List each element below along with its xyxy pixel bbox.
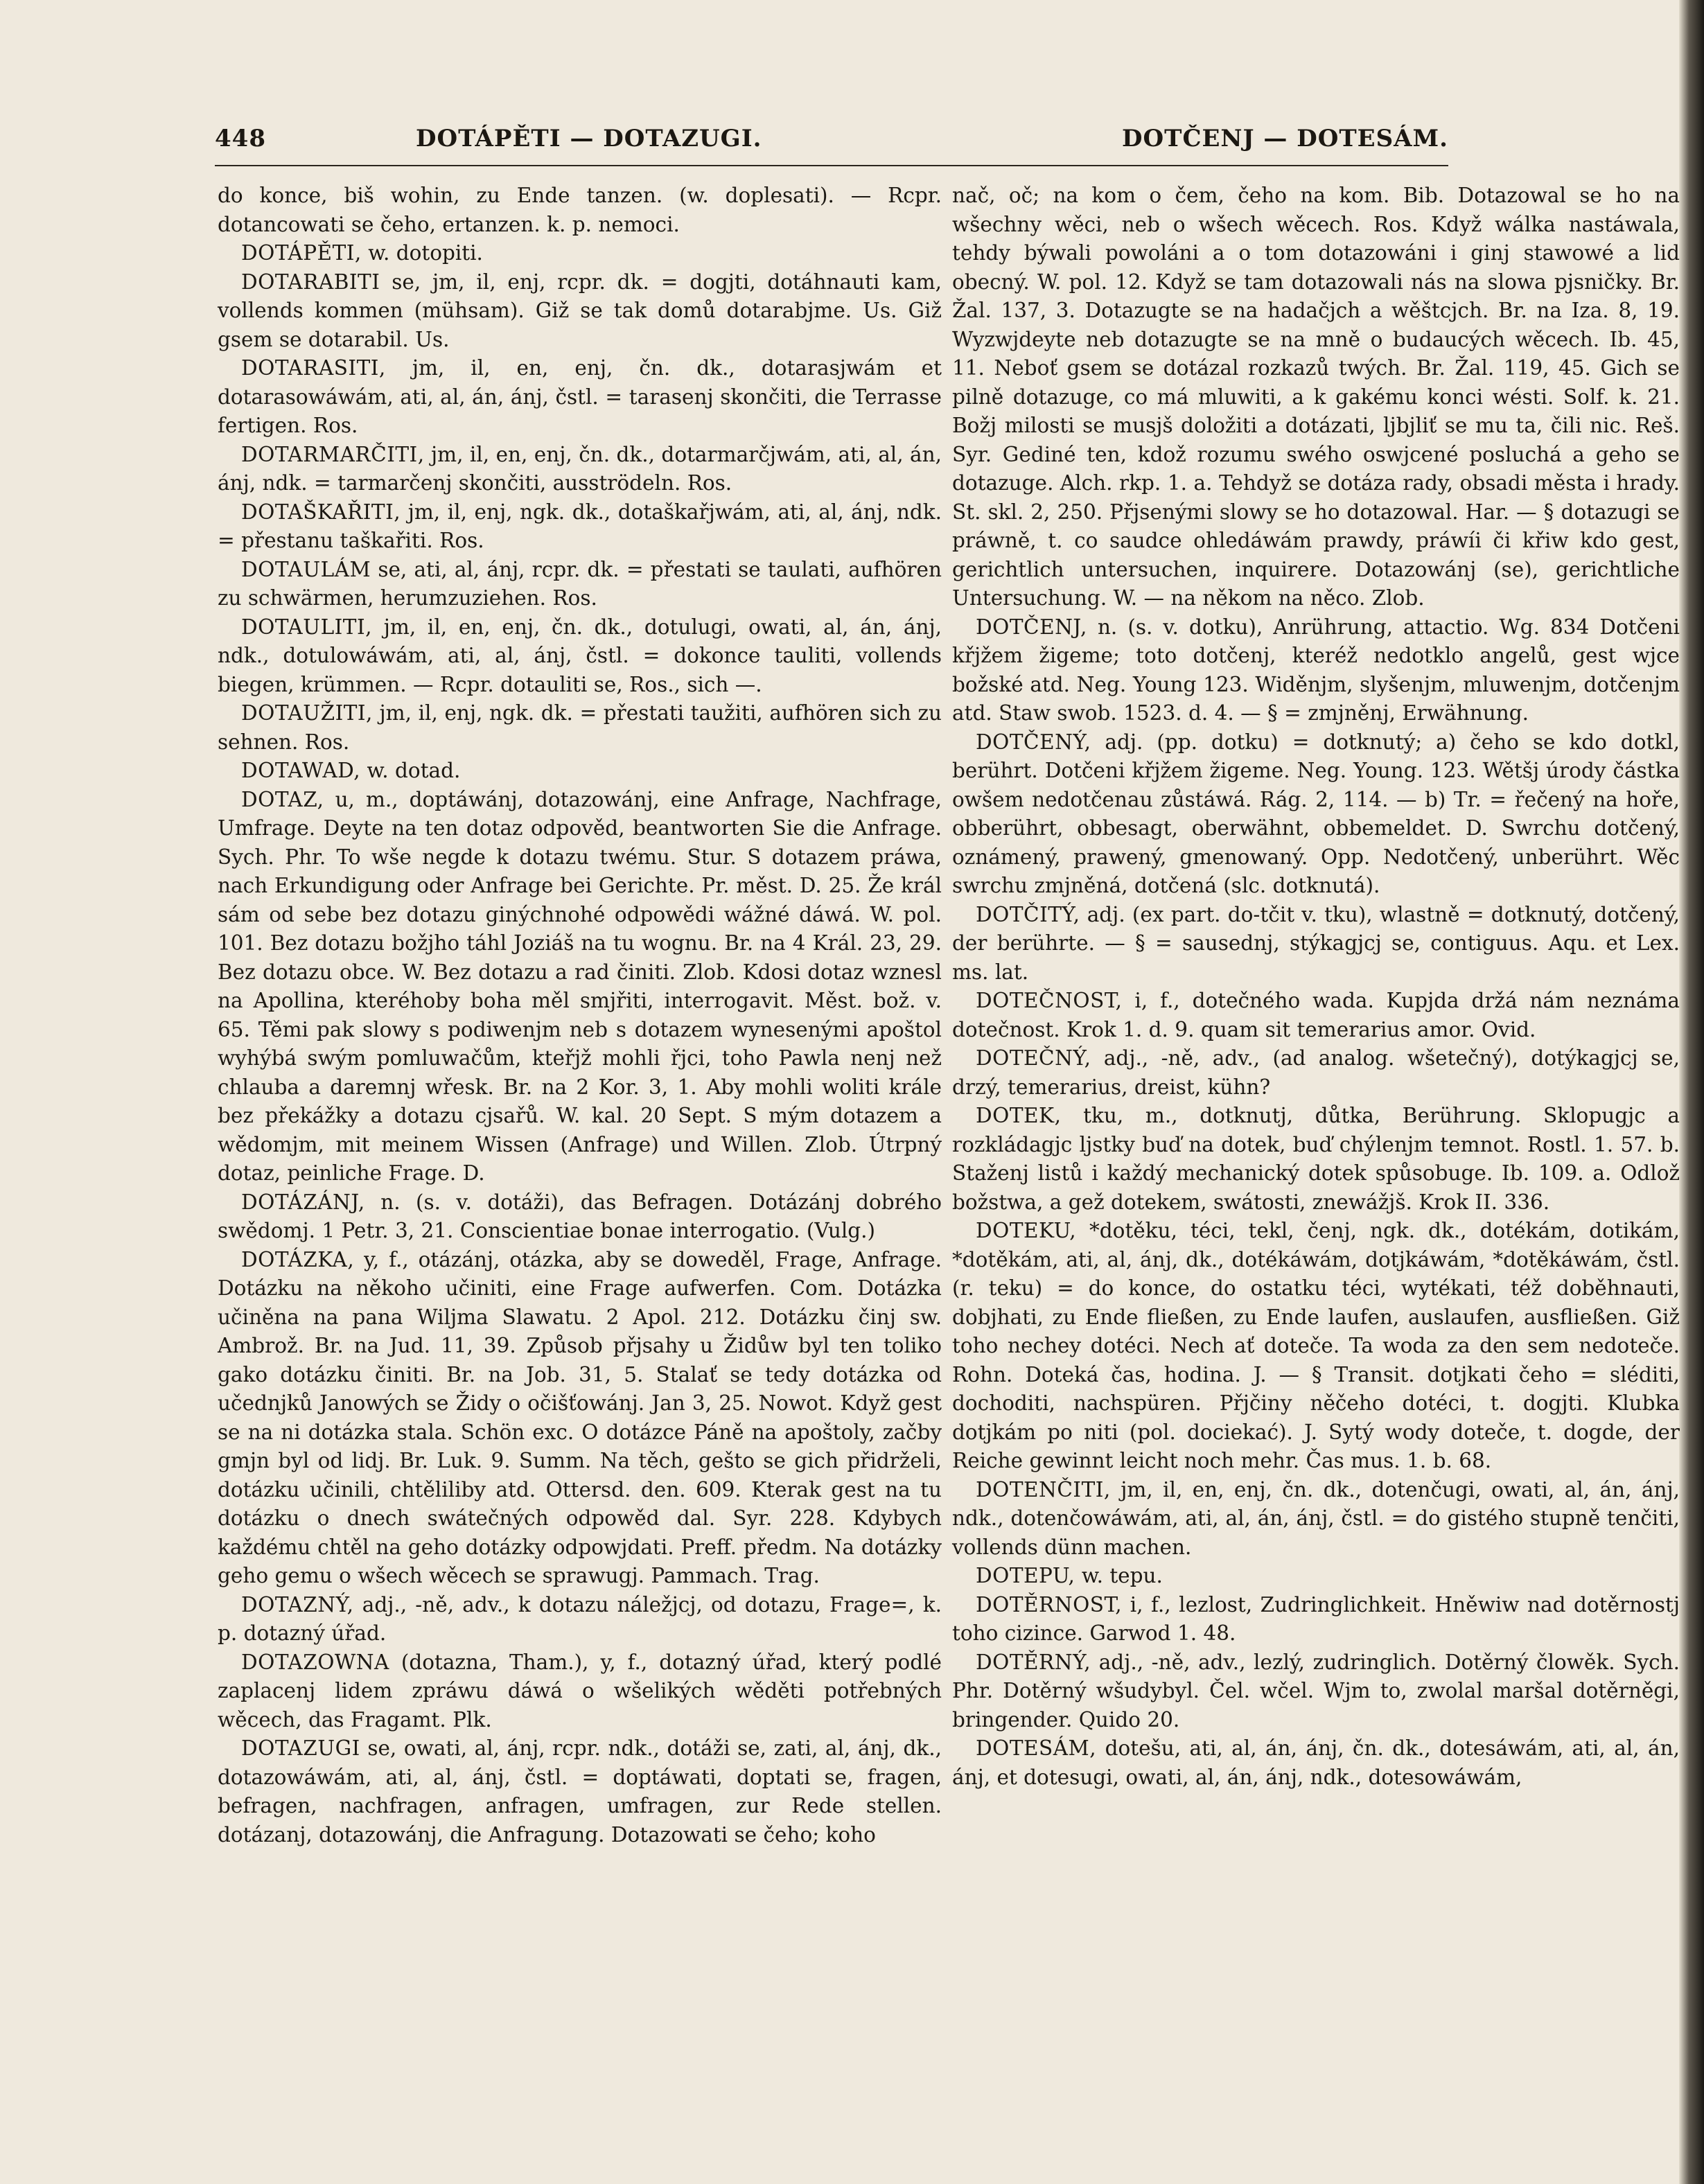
entry-text: w. tepu. [1081,1564,1163,1587]
entry-text: adj., -ně, adv., (ad analog. wšetečný), dotýkagjcj se, drzý, temerarius, dreist, kühn? [952,1046,1680,1099]
page-header [215,125,1448,166]
entry-headword: DOTARABITI [241,270,380,294]
entry-text: w. dotopiti. [368,241,483,265]
entry-text: (dotazna, Tham.), y, f., dotazný úřad, který podlé zaplacenj lidem zpráwu dáwá o wšelikých wěděti potřebných wěcech, das Fragamt. Plk. [218,1650,942,1732]
left-column [218,182,942,1849]
entry-text: se, jm, il, enj, rcpr. dk. = dogjti, dotáhnauti kam, vollends kommen (mühsam). Giž se tak domů dotarabjme. Us. Giž gsem se dotarabil. Us. [218,270,942,351]
entry-headword: DOTAZNÝ, [241,1592,354,1617]
entry-text: se, owati, al, ánj, rcpr. ndk., dotáži se, zati, al, ánj, dk., dotazowáwám, ati, al, ánj, čstl. = doptáwati, doptati se, fragen, befragen, nachfragen, anfragen, umfragen, zur Rede stellen. dotázanj, dotazowánj, die Anfragung. Dotazowati se čeho; koho [218,1736,942,1847]
entry-headword: DOTAULÁM [241,557,371,581]
dictionary-entry [952,987,1680,1044]
dictionary-entry [218,441,942,498]
entry-text: i, f., lezlost, Zudringlichkeit. Hněwiw nad dotěrnostj toho cizince. Garwod 1. 48. [952,1592,1680,1645]
dictionary-entry [952,1734,1680,1792]
dictionary-entry [218,1648,942,1735]
entry-text: adj., -ně, adv., k dotazu náležjcj, od dotazu, Frage=, k. p. dotazný úřad. [218,1592,942,1645]
dictionary-entry [952,728,1680,901]
entry-headword: DOTAZOWNA [241,1650,389,1674]
entry-headword: DOTČENÝ, [976,730,1091,754]
entry-text: n. (s. v. dotku), Anrührung, attactio. Wg. 834 Dotčeni křjžem žigeme; toto dotčenj, kteréž nedotklo angelů, gest wjce božské atd. Neg. Young 123. Widěnjm, slyšenjm, mluwenjm, dotčenjm atd. Staw swob. 1523. d. 4. — § = zmjněnj, Erwähnung. [952,615,1680,725]
entry-text: tku, m., dotknutj, důtka, Berührung. Sklopugjc a rozkládagjc ljstky buď na dotek, buď chýlenjm temnot. Rostl. 1. 57. b. Staženj listů i každý mechanický dotek spůsobuge. Ib. 109. a. Odlož božstwa, a gež dotekem, swátosti, znewážjš. Krok II. 336. [952,1104,1680,1214]
entry-headword: DOTARASITI, [241,356,386,380]
dictionary-entry [218,556,942,613]
entry-headword: DOTENČITI, [976,1477,1111,1502]
entry-headword: DOTESÁM, [976,1736,1097,1760]
entry-text: do konce, biš wohin, zu Ende tanzen. (w. doplesati). — Rcpr. dotancowati se čeho, ertanzen. k. p. nemoci. [218,184,942,236]
entry-text: jm, il, en, enj, čn. dk., dotulugi, owati, al, án, ánj, ndk., dotulowáwám, ati, al, ánj, čstl. = dokonce tauliti, vollends biegen, krümmen. — Rcpr. dotauliti se, Ros., sich —. [218,615,942,696]
dictionary-entry [218,613,942,700]
dictionary-entry [218,498,942,556]
entry-headword: DOTÁPĚTI, [241,241,362,265]
entry-headword: DOTÁZÁNJ, [241,1190,365,1214]
entry-headword: DOTAZUGI [241,1736,360,1760]
entry-headword: DOTČITÝ, [976,902,1080,926]
entry-headword: DOTÁZKA, [241,1247,355,1271]
header-rule [215,165,1448,166]
entry-text: jm, il, enj, ngk. dk. = přestati taužiti, aufhören sich zu sehnen. Ros. [218,701,942,754]
running-title-left: DOTÁPĚTI — DOTAZUGI. [416,125,762,152]
entry-headword: DOTAZ, [241,787,324,811]
dictionary-entry [218,268,942,355]
page-edge-shadow [1679,0,1704,2184]
dictionary-entry [952,1648,1680,1735]
page-number: 448 [215,125,266,152]
dictionary-entry [952,1044,1680,1102]
entry-headword: DOTĚRNÝ, [976,1650,1091,1674]
entry-headword: DOTAWAD, [241,759,361,782]
entry-text: u, m., doptáwánj, dotazowánj, eine Anfrage, Nachfrage, Umfrage. Deyte na ten dotaz odpověd, beantworten Sie die Anfrage. Sych. Phr. To wše negde k dotazu twému. Stur. S dotazem práwa, nach Erkundigung oder Anfrage bei Gerichte. Pr. měst. D. 25. Že král sám od sebe bez dotazu ginýchnohé odpowědi wážné dáwá. W. pol. 101. Bez dotazu božjho táhl Joziáš na tu wognu. Br. na 4 Král. 23, 29. Bez dotazu obce. W. Bez dotazu a rad činiti. Zlob. Kdosi dotaz wznesl na Apollina, kteréhoby boha měl smjřiti, interrogavit. Měst. bož. v. 65. Těmi pak slowy s podiwenjm neb s dotazem wynesenými apoštol wyhýbá swým pomluwačům, kteřjž mohli řjci, toho Pawla nenj než chlauba a daremnj wřesk. Br. na 2 Kor. 3, 1. Aby mohli woliti krále bez překážky a dotazu cjsařů. W. kal. 20 Sept. S mým dotazem a wědomjm, mit meinem Wissen (Anfrage) und Willen. Zlob. Útrpný dotaz, peinliche Frage. D. [218,787,942,1185]
entry-headword: DOTAULITI, [241,615,373,639]
entry-headword: DOTAŠKAŘITI, [241,500,401,524]
entry-text: adj. (pp. dotku) = dotknutý; a) čeho se kdo dotkl, berührt. Dotčeni křjžem žigeme. Neg. Young. 123. Wětšj úrody částka owšem nedotčenau zůstáwá. Rág. 2, 114. — b) Tr. = řečený na hoře, obberührt, obbesagt, oberwähnt, obbemeldet. D. Swrchu dotčený, oznámený, prawený, gmenowaný. Opp. Nedotčený, unberührt. Wěc swrchu zmjněná, dotčená (slc. dotknutá). [952,730,1680,897]
dictionary-entry [952,1102,1680,1217]
dictionary-entry [218,354,942,441]
entry-text: dotešu, ati, al, án, ánj, čn. dk., dotesáwám, ati, al, án, ánj, et dotesugi, owati, al, án, ánj, ndk., dotesowáwám, [952,1736,1680,1789]
entry-headword: DOTAUŽITI, [241,701,373,725]
entry-text: nač, oč; na kom o čem, čeho na kom. Bib. Dotazowal se ho na wšechny wěci, neb o wšech wěcech. Ros. Když wálka nastáwala, tehdy býwali powoláni a o tom dotazowáni i ginj stawowé a lid obecný. W. pol. 12. Když se tam dotazowali nás na slowa pjsničky. Br. Žal. 137, 3. Dotazugte se na hadačjch a wěštcjch. Br. na Iza. 8, 19. Wyzwjdeyte neb dotazugte se na mně o budaucých wěcech. Ib. 45, 11. Neboť gsem se dotázal rozkazů twých. Br. Žal. 119, 45. Gich se pilně dotazuge, co má mluwiti, a k gakému konci wésti. Solf. k. 21. Božj milosti se musjš doložiti a dotázati, ljbjliť se mu ta, čili nic. Reš. Syr. Gediné ten, kdož rozumu swého oswjcené posluchá a geho se dotazuge. Alch. rkp. 1. a. Tehdyž se dotáza rady, obsadi města i hrady. St. skl. 2, 250. Přjsenými slowy se ho dotazowal. Har. — § dotazugi se práwně, t. co saudce ohledáwám prawdy, práwíi či křiw kdo gest, gerichtlich untersuchen, inquirere. Dotazowánj (se), gerichtliche Untersuchung. W. — na někom na něco. Zlob. [952,184,1680,610]
dictionary-entry [952,1217,1680,1476]
dictionary-entry [218,1734,942,1849]
entry-headword: DOTEČNOST, [976,989,1123,1012]
dictionary-entry [952,182,1680,613]
entry-text: w. dotad. [367,759,461,782]
entry-headword: DOTEKU, [976,1219,1077,1242]
entry-headword: DOTEK, [976,1104,1062,1127]
entry-headword: DOTARMARČITI, [241,442,425,466]
entry-headword: DOTEČNÝ, [976,1046,1091,1070]
entry-text: jm, il, en, enj, čn. dk., dotarmarčjwám, ati, al, án, ánj, ndk. = tarmarčenj skončiti, ausströdeln. Ros. [218,442,942,495]
entry-text: y, f., otázánj, otázka, aby se doweděl, Frage, Anfrage. Dotázku na někoho učiniti, eine Frage aufwerfen. Com. Dotázka učiněna na pana Wiljma Slawatu. 2 Apol. 212. Dotázku činj sw. Ambrož. Br. na Jud. 11, 39. Způsob přjsahy u Židůw byl ten toliko gako dotázku činiti. Br. na Job. 31, 5. Stalať se tedy dotázka od učednjků Janowých se Židy o očišťowánj. Jan 3, 25. Nowot. Když gest se na ni dotázka stala. Schön exc. O dotázce Páně na apoštoly, začby gmjn byl od lidj. Br. Luk. 9. Summ. Na těch, gešto se gich přidrželi, dotázku učinili, chtěliliby atd. Ottersd. den. 609. Kterak gest na tu dotázku o dnech swátečných odpowěd dal. Syr. 228. Kdybych každému chtěl na geho dotázky odpowjdati. Preff. předm. Na dotázky geho gemu o wšech wěcech se sprawugj. Pammach. Trag. [218,1247,942,1587]
dictionary-entry [218,1591,942,1648]
entry-headword: DOTČENJ, [976,615,1087,639]
entry-text: n. (s. v. dotáži), das Befragen. Dotázánj dobrého swědomj. 1 Petr. 3, 21. Conscientiae bonae interrogatio. (Vulg.) [218,1190,942,1242]
dictionary-entry [218,1188,942,1246]
dictionary-entry [952,1476,1680,1562]
dictionary-entry [952,1562,1680,1591]
right-column [952,182,1680,1792]
dictionary-entry [218,182,942,239]
dictionary-entry [952,1591,1680,1648]
entry-text: i, f., dotečného wada. Kupjda držá nám neznáma dotečnost. Krok 1. d. 9. quam sit temerarius amor. Ovid. [952,989,1680,1041]
running-title-right: DOTČENJ — DOTESÁM. [1122,125,1448,152]
entry-text: jm, il, en, enj, čn. dk., dotenčugi, owati, al, án, ánj, ndk., dotenčowáwám, ati, al, án, ánj, čstl. = do gistého stupně tenčiti, vollends dünn machen. [952,1477,1680,1559]
entry-headword: DOTEPU, [976,1564,1075,1587]
dictionary-entry [952,613,1680,728]
dictionary-entry [218,757,942,786]
dictionary-entry [952,901,1680,987]
dictionary-entry [218,239,942,268]
dictionary-entry [218,786,942,1188]
entry-text: jm, il, en, enj, čn. dk., dotarasjwám et dotarasowáwám, ati, al, án, ánj, čstl. = tarasenj skončiti, die Terrasse fertigen. Ros. [218,356,942,437]
entry-text: *dotěku, téci, tekl, čenj, ngk. dk., dotékám, dotikám, *dotěkám, ati, al, ánj, dk., dotékáwám, dotjkáwám, *dotěkáwám, čstl. (r. teku) = do konce, do ostatku téci, wytékati, též doběhnauti, dobjhati, zu Ende fließen, zu Ende laufen, auslaufen, ausfließen. Giž toho nechey dotéci. Nech ať doteče. Ta woda za den sem nedoteče. Rohn. Doteká čas, hodina. J. — § Transit. dotjkati čeho = sléditi, dochoditi, nachspüren. Přjčiny něčeho dotéci, t. dogjti. Klubka dotjkám po niti (pol. dociekać). J. Sytý wody doteče, t. dogde, der Reiche gewinnt leicht noch mehr. Čas mus. 1. b. 68. [952,1219,1680,1472]
entry-text: se, ati, al, ánj, rcpr. dk. = přestati se taulati, aufhören zu schwärmen, herumzuziehen. Ros. [218,557,942,610]
dictionary-entry [218,699,942,757]
dictionary-entry [218,1246,942,1591]
entry-headword: DOTĚRNOST, [976,1592,1123,1617]
entry-text: adj. (ex part. do-tčit v. tku), wlastně = dotknutý, dotčený, der berührte. — § = sausednj, stýkagjcj se, contiguus. Aqu. et Lex. ms. lat. [952,902,1680,984]
entry-text: jm, il, enj, ngk. dk., dotaškařjwám, ati, al, ánj, ndk. = přestanu taškařiti. Ros. [218,500,942,552]
entry-text: adj., -ně, adv., lezlý, zudringlich. Dotěrný člowěk. Sych. Phr. Dotěrný wšudybyl. Čel. wčel. Wjm to, zwolal maršal dotěrněgi, bringender. Quido 20. [952,1650,1680,1732]
